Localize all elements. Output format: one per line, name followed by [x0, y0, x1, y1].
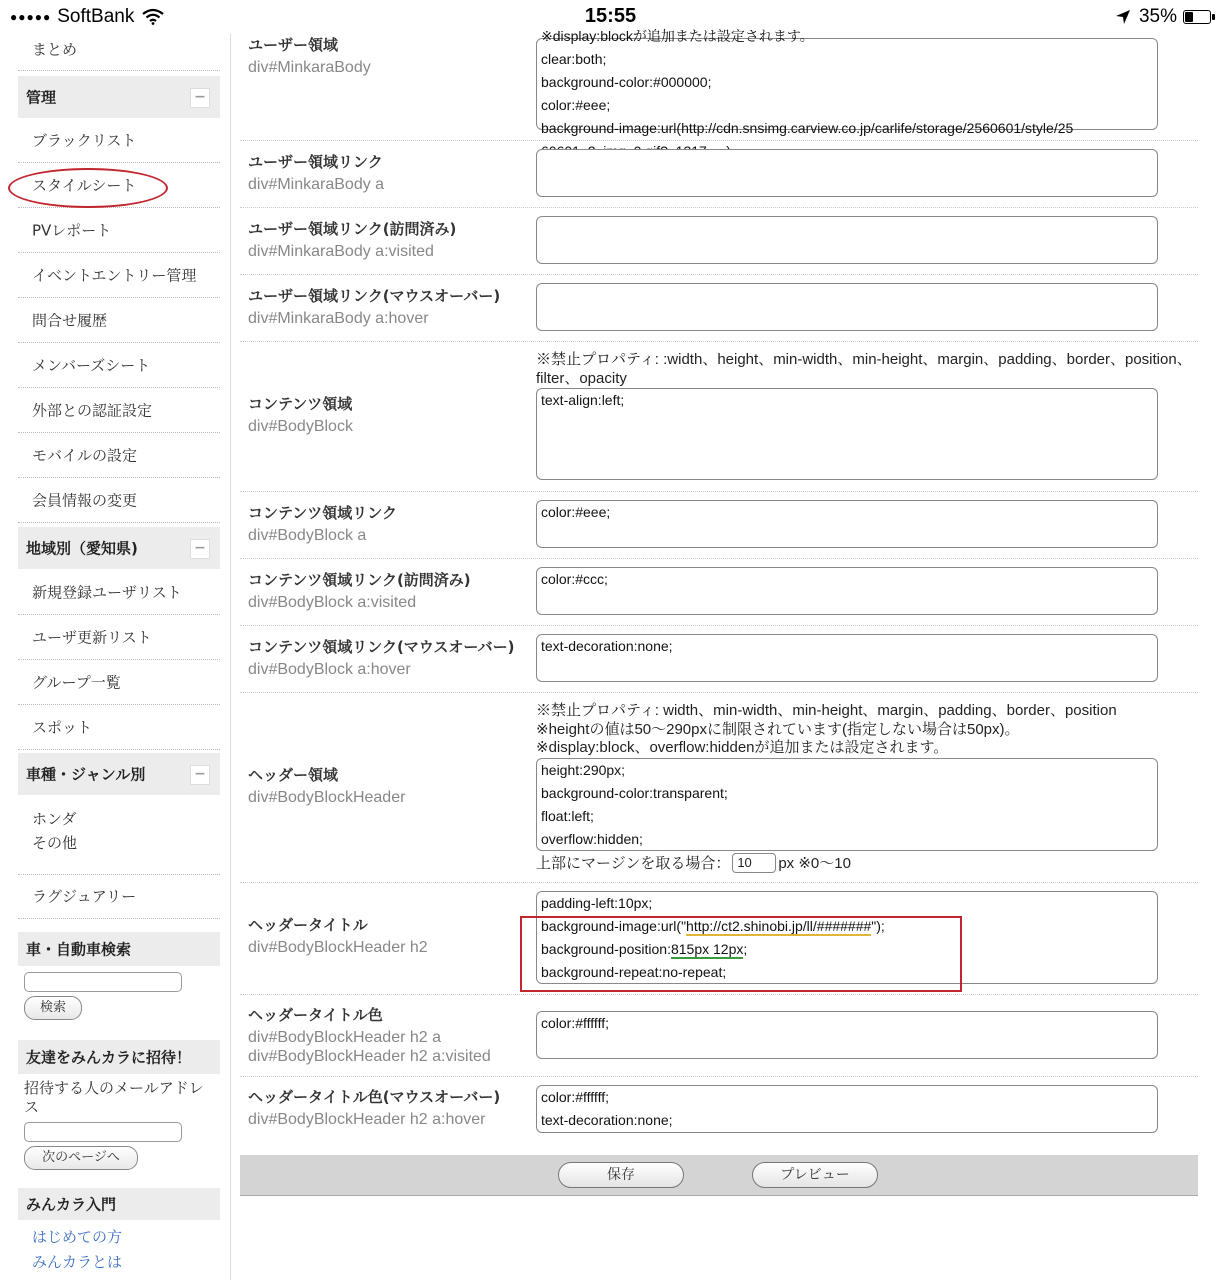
- css-line: padding-left:10px;: [541, 895, 653, 911]
- css-line: color:#eee;: [541, 504, 611, 520]
- css-fragment: background-image:url(": [541, 918, 687, 934]
- section-title: 車種・ジャンル別: [26, 765, 146, 784]
- css-textarea-contents-link[interactable]: [536, 500, 1158, 548]
- css-line: background-image:url(http://cdn.snsimg.carview.co.jp/carlife/storage/2560601/style/25: [541, 120, 1074, 136]
- sidebar: [0, 34, 231, 1280]
- row-selector: div#MinkaraBody a:hover: [248, 310, 429, 327]
- row-label: コンテンツ領域リンク: [248, 504, 397, 522]
- invite-label: 招待する人のメールアドレス: [24, 1079, 204, 1116]
- css-textarea-user-link-visited[interactable]: [536, 216, 1158, 264]
- css-line: ※display:blockが追加または設定されます。: [541, 28, 814, 44]
- sidebar-item-updated-users[interactable]: [18, 615, 220, 660]
- sidebar-section-invite: [18, 1040, 220, 1074]
- sidebar-divider: [18, 852, 220, 875]
- section-title: 地域別（愛知県): [26, 539, 138, 558]
- sidebar-section-manage: [18, 76, 220, 118]
- form-row-contents-link: [240, 491, 1198, 559]
- sidebar-section-region: [18, 527, 220, 569]
- css-textarea-header-area[interactable]: [536, 758, 1158, 851]
- sidebar-section-search: [18, 932, 220, 966]
- row-label: ヘッダータイトル色(マウスオーバー): [248, 1088, 501, 1106]
- row-selector: div#MinkaraBody: [248, 59, 371, 76]
- row-label: ユーザー領域リンク: [248, 153, 383, 171]
- css-line: height:290px;: [541, 762, 626, 778]
- css-textarea-contents-link-hover[interactable]: [536, 634, 1158, 682]
- invite-email-input[interactable]: [24, 1122, 182, 1142]
- css-line: text-decoration:none;: [541, 638, 673, 654]
- css-line: background-repeat:no-repeat;: [541, 964, 727, 980]
- css-line: background-color:transparent;: [541, 785, 728, 801]
- collapse-icon[interactable]: −: [190, 539, 210, 559]
- css-textarea-user-link-hover[interactable]: [536, 283, 1158, 331]
- row-label: ヘッダータイトル色: [248, 1006, 383, 1024]
- css-textarea-contents-link-visited[interactable]: [536, 567, 1158, 615]
- forbidden-properties-note: ※禁止プロパティ: :width、height、min-width、min-height、margin、padding、border、position、filter、opacity: [536, 351, 1192, 387]
- preview-button[interactable]: プレビュー: [752, 1162, 878, 1188]
- forbidden-properties-note: ※禁止プロパティ: width、min-width、min-height、margin、padding、border、position: [536, 702, 1117, 719]
- margin-label: 上部にマージンを取る場合：: [536, 855, 731, 872]
- display-note: ※display:block、overflow:hiddenが追加または設定されます。: [536, 739, 949, 756]
- row-selector: div#MinkaraBody a:visited: [248, 243, 434, 260]
- sidebar-item-label: 問合せ履歴: [32, 311, 108, 330]
- row-selector: div#BodyBlock: [248, 418, 353, 435]
- form-row-header-title-hover: [240, 1076, 1198, 1146]
- margin-unit: px ※0〜10: [778, 855, 851, 872]
- row-label: ヘッダータイトル: [248, 916, 368, 934]
- css-line: clear:both;: [541, 51, 607, 67]
- sidebar-item-label: PVレポート: [32, 221, 112, 240]
- next-page-button[interactable]: 次のページへ: [24, 1146, 138, 1170]
- sidebar-item-event-entry[interactable]: [18, 253, 220, 298]
- clock: 15:55: [584, 5, 637, 27]
- sidebar-item-auth-settings[interactable]: [18, 388, 220, 433]
- row-label: ユーザー領域: [248, 36, 339, 54]
- sidebar-item-honda[interactable]: ホンダ: [32, 810, 77, 828]
- sidebar-item-label: メンバーズシート: [32, 356, 151, 375]
- sidebar-item-label: グループ一覧: [32, 673, 121, 692]
- sidebar-item-label: モバイルの設定: [32, 446, 138, 465]
- css-line: float:left;: [541, 808, 594, 824]
- battery-percent: 35%: [1138, 6, 1177, 27]
- signal-icon: ●●●●●: [10, 10, 52, 24]
- row-selector: div#BodyBlockHeader h2: [248, 939, 428, 956]
- top-margin-setting: [536, 852, 851, 873]
- highlight-ellipse: [8, 168, 168, 208]
- sidebar-item-pv-report[interactable]: [18, 208, 220, 253]
- css-line: background-color:#000000;: [541, 74, 712, 90]
- css-line: color:#eee;: [541, 97, 611, 113]
- sidebar-item-label: 会員情報の変更: [32, 491, 138, 510]
- search-button[interactable]: 検索: [24, 996, 82, 1020]
- row-selector: div#BodyBlock a:visited: [248, 594, 417, 611]
- battery-icon: [1183, 10, 1211, 24]
- sidebar-item-luxury[interactable]: [18, 874, 220, 919]
- sidebar-item-label: 外部との認証設定: [32, 401, 153, 420]
- carrier-name: SoftBank: [57, 6, 135, 27]
- sidebar-item-label: イベントエントリー管理: [32, 266, 197, 285]
- sidebar-item-label: スタイルシート: [32, 176, 137, 195]
- form-row-contents-link-visited: [240, 558, 1198, 626]
- sidebar-item-label: 新規登録ユーザリスト: [32, 583, 182, 602]
- sidebar-section-car: [18, 753, 220, 795]
- row-label: コンテンツ領域リンク(マウスオーバー): [248, 638, 515, 656]
- css-textarea-header-title-color[interactable]: [536, 1011, 1158, 1059]
- sidebar-item-summary[interactable]: [18, 28, 220, 71]
- css-line: color:#ffffff;: [541, 1089, 609, 1105]
- form-row-header-area: [240, 692, 1198, 883]
- css-textarea-header-title-hover[interactable]: [536, 1085, 1158, 1133]
- css-textarea-user-link[interactable]: [536, 149, 1158, 197]
- sidebar-item-label: ユーザ更新リスト: [32, 628, 152, 647]
- section-title: みんカラ入門: [26, 1195, 117, 1214]
- css-textarea-contents-area[interactable]: [536, 388, 1158, 480]
- background-image-url: http://ct2.shinobi.jp/ll/#######: [686, 918, 872, 934]
- section-title: 管理: [26, 88, 57, 107]
- sidebar-item-spots[interactable]: [18, 705, 220, 750]
- row-label: ユーザー領域リンク(マウスオーバー): [248, 287, 501, 305]
- form-row-contents-link-hover: [240, 625, 1198, 693]
- location-arrow-icon: [1115, 9, 1131, 25]
- sidebar-item-member-info[interactable]: [18, 478, 220, 523]
- background-position-value: 815px 12px: [670, 941, 744, 957]
- sidebar-item-blacklist[interactable]: [18, 118, 220, 163]
- css-line: text-align:left;: [541, 392, 625, 408]
- form-row-user-link-visited: [240, 207, 1198, 275]
- css-line: color:#ffffff;: [541, 1015, 609, 1031]
- css-fragment: ");: [871, 918, 885, 934]
- sidebar-item-label: スポット: [32, 718, 93, 737]
- form-row-user-link-hover: [240, 274, 1198, 342]
- save-button[interactable]: 保存: [558, 1162, 684, 1188]
- form-row-user-link: [240, 140, 1198, 208]
- sidebar-item-label: まとめ: [32, 40, 78, 59]
- css-fragment: ;: [743, 941, 748, 957]
- sidebar-item-mobile-settings[interactable]: [18, 433, 220, 478]
- margin-input[interactable]: 10: [732, 853, 776, 873]
- sidebar-item-groups[interactable]: [18, 660, 220, 705]
- sidebar-item-label: ブラックリスト: [32, 131, 137, 150]
- sidebar-item-other[interactable]: その他: [32, 834, 78, 852]
- height-limit-note: ※heightの値は50〜290pxに制限されています(指定しない場合は50px)。: [536, 721, 1020, 738]
- css-fragment: background-position:: [541, 941, 671, 957]
- link-first-time[interactable]: はじめての方: [32, 1228, 123, 1246]
- row-label: コンテンツ領域リンク(訪問済み): [248, 571, 471, 589]
- row-selector: div#BodyBlockHeader: [248, 789, 406, 806]
- sidebar-item-new-users[interactable]: [18, 570, 220, 615]
- form-row-header-title-color: [240, 994, 1198, 1077]
- collapse-icon[interactable]: −: [190, 88, 210, 108]
- row-selector: div#BodyBlock a:hover: [248, 661, 411, 678]
- sidebar-item-label: ラグジュアリー: [32, 887, 137, 906]
- sidebar-item-members-sheet[interactable]: [18, 343, 220, 388]
- sidebar-item-inquiry-history[interactable]: [18, 298, 220, 343]
- section-title: 車・自動車検索: [26, 940, 132, 959]
- css-line: overflow:hidden;: [541, 831, 643, 847]
- car-search-input[interactable]: [24, 972, 182, 992]
- form-actions: [240, 1155, 1198, 1196]
- row-label: コンテンツ領域: [248, 395, 353, 413]
- link-about-minkara[interactable]: みんカラとは: [32, 1253, 123, 1271]
- row-selector: div#BodyBlockHeader h2 a: [248, 1029, 442, 1046]
- row-selector: div#BodyBlock a: [248, 527, 367, 544]
- highlight-box: [520, 916, 962, 992]
- row-selector: div#MinkaraBody a: [248, 176, 385, 193]
- css-textarea-user-area[interactable]: [536, 28, 1158, 136]
- row-selector-visited: div#BodyBlockHeader h2 a:visited: [248, 1048, 491, 1065]
- sidebar-section-intro: [18, 1188, 220, 1220]
- row-label: ヘッダー領域: [248, 766, 339, 784]
- css-line: text-decoration:none;: [541, 1112, 673, 1128]
- row-selector: div#BodyBlockHeader h2 a:hover: [248, 1111, 486, 1128]
- form-row-user-area: [240, 28, 1198, 141]
- form-row-contents-area: [240, 341, 1198, 492]
- collapse-icon[interactable]: −: [190, 765, 210, 785]
- row-label: ユーザー領域リンク(訪問済み): [248, 220, 457, 238]
- section-title: 友達をみんカラに招待！: [26, 1048, 192, 1067]
- css-line: color:#ccc;: [541, 571, 608, 587]
